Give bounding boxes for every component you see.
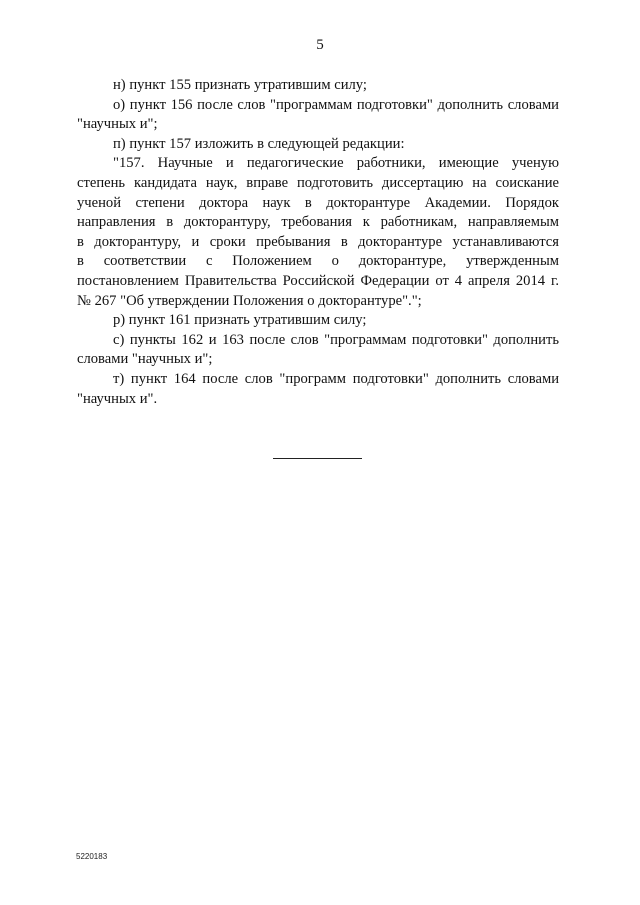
document-code: 5220183: [76, 852, 108, 861]
quote-line: "157. Научные и педагогические работники, имеющие ученую: [113, 155, 559, 172]
item-t: т) пункт 164 после слов "программ подготовки" дополнить словами "научных и".: [77, 370, 559, 407]
quote-line: № 267 "Об утверждении Положения о докторантуре".";: [77, 292, 422, 309]
quote-line: направления в докторантуру, требования к работникам, направляемым: [77, 214, 559, 231]
item-n: н) пункт 155 признать утратившим силу;: [113, 77, 367, 93]
quote-line: в соответствии с Положением о докторантуре, утвержденным: [77, 253, 559, 270]
document-body: [77, 76, 559, 409]
item-s: с) пункты 162 и 163 после слов "программам подготовки" дополнить словами "научных и";: [77, 331, 559, 368]
quoted-clause-157: [77, 154, 559, 311]
end-separator-line: [273, 458, 362, 459]
quote-line: ученой степени доктора наук в докторантуре Академии. Порядок: [77, 194, 559, 211]
quote-line: постановлением Правительства Российской Федерации от 4 апреля 2014 г.: [77, 272, 559, 289]
page-number: 5: [316, 37, 324, 53]
item-o: о) пункт 156 после слов "программам подготовки" дополнить словами "научных и";: [77, 96, 559, 133]
quote-line: степень кандидата наук, вправе подготовить диссертацию на соискание: [77, 174, 559, 191]
item-p: п) пункт 157 изложить в следующей редакции:: [113, 135, 405, 152]
item-r: р) пункт 161 признать утратившим силу;: [113, 312, 367, 329]
quote-line: в докторантуру, и сроки пребывания в докторантуре устанавливаются: [77, 233, 559, 250]
